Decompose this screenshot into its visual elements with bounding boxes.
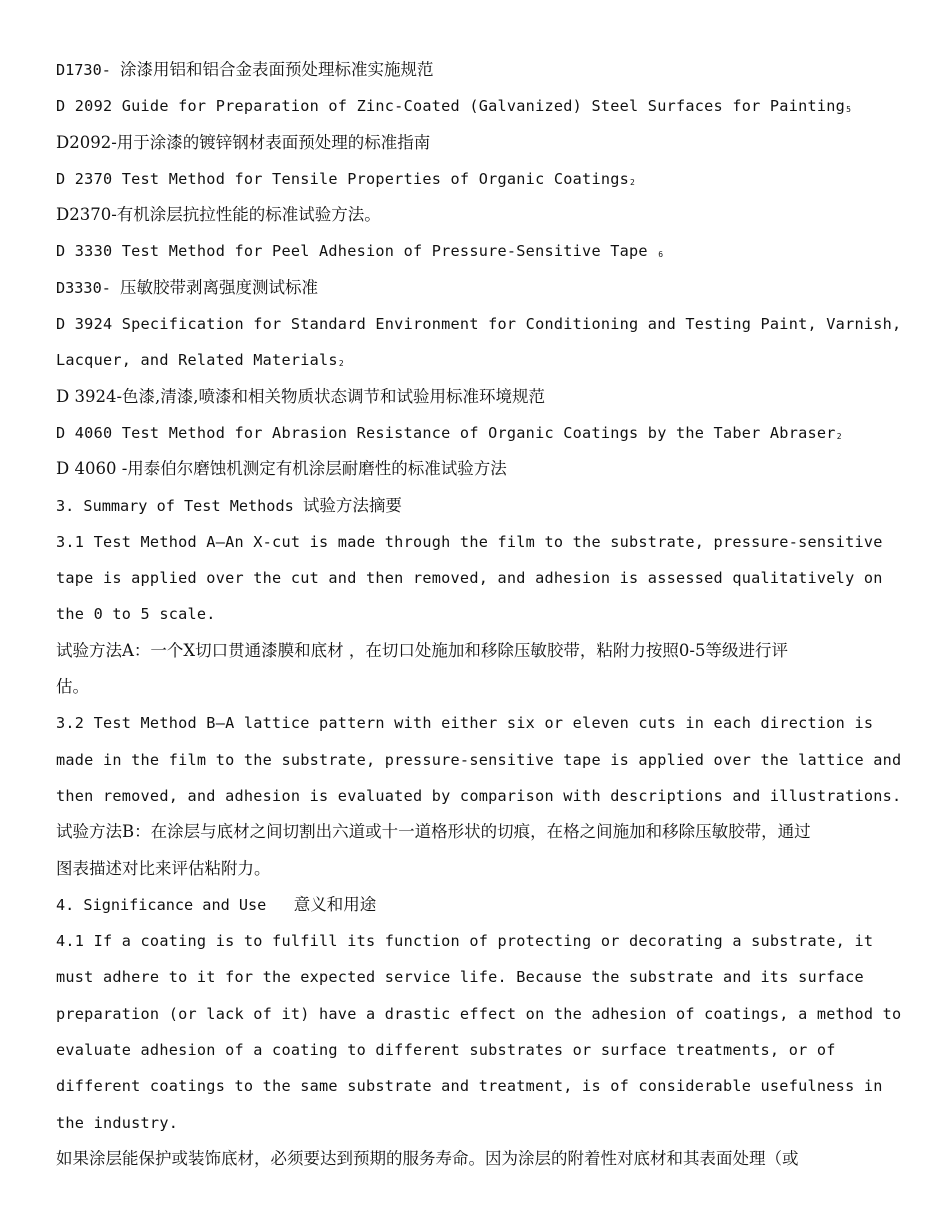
text-line-mixed xyxy=(56,488,916,524)
line-text: 如果涂层能保护或装饰底材，必须要达到预期的服务寿命。因为涂层的附着性对底材和其表面处理（或 xyxy=(56,1148,799,1168)
line-text: 3.1 Test Method A—An X-cut is made through the film to the substrate, pressure-sensitive xyxy=(56,532,883,551)
text-line-mixed xyxy=(56,270,916,306)
footnote-marker: 2 xyxy=(338,359,344,369)
line-text: different coatings to the same substrate and treatment, is of considerable usefulness in xyxy=(56,1077,883,1096)
line-text: 3.2 Test Method B—A lattice pattern with either six or eleven cuts in each direction is xyxy=(56,714,874,733)
text-line-chinese xyxy=(56,669,916,705)
text-line-chinese xyxy=(56,451,916,487)
text-line-chinese xyxy=(56,197,916,233)
line-text-latin: D1730- xyxy=(56,61,121,79)
line-text: D 3924-色漆,清漆,喷漆和相关物质状态调节和试验用标准环境规范 xyxy=(56,386,546,406)
text-line-english xyxy=(56,923,916,959)
text-line-chinese xyxy=(56,1141,916,1177)
line-text-chinese: 意义和用途 xyxy=(293,894,377,914)
text-line-english xyxy=(56,1105,916,1141)
text-line-english xyxy=(56,996,916,1032)
line-text: 4.1 If a coating is to fulfill its function of protecting or decorating a substrate, it xyxy=(56,932,874,951)
line-text: then removed, and adhesion is evaluated by comparison with descriptions and illustrations. xyxy=(56,786,902,805)
text-line-english xyxy=(56,742,916,778)
footnote-marker: 6 xyxy=(658,250,664,260)
footnote-marker: 2 xyxy=(630,177,636,187)
line-text-latin: 4. Significance and Use xyxy=(56,895,294,914)
line-text: preparation (or lack of it) have a drastic effect on the adhesion of coatings, a method to xyxy=(56,1004,902,1023)
line-text: 试验方法B：在涂层与底材之间切割出六道或十一道格形状的切痕，在格之间施加和移除压敏胶带，通过 xyxy=(56,822,811,842)
text-line-english xyxy=(56,1068,916,1104)
text-line-chinese xyxy=(56,633,916,669)
line-text: the 0 to 5 scale. xyxy=(56,605,216,624)
line-text: must adhere to it for the expected service life. Because the substrate and its surface xyxy=(56,968,864,987)
line-text: D 2092 Guide for Preparation of Zinc-Coated (Galvanized) Steel Surfaces for Painting xyxy=(56,97,846,116)
text-line-chinese xyxy=(56,851,916,887)
line-text: D2370-有机涂层抗拉性能的标准试验方法。 xyxy=(56,205,381,225)
line-text-latin: 3. Summary of Test Methods xyxy=(56,496,303,515)
line-text-latin: D3330- xyxy=(56,278,121,297)
line-text: D2092-用于涂漆的镀锌钢材表面预处理的标准指南 xyxy=(56,132,431,152)
text-line-english xyxy=(56,306,916,342)
text-line-english xyxy=(56,596,916,632)
footnote-marker: 2 xyxy=(836,431,842,441)
line-text: 图表描述对比来评估粘附力。 xyxy=(56,858,271,878)
document-page xyxy=(56,52,916,1177)
text-line-chinese xyxy=(56,814,916,850)
text-line-english xyxy=(56,233,916,269)
text-line-mixed xyxy=(56,887,916,923)
text-line-english xyxy=(56,342,916,378)
line-text-chinese: 涂漆用铝和铝合金表面预处理标准实施规范 xyxy=(120,60,434,79)
text-line-english xyxy=(56,705,916,741)
footnote-marker: 5 xyxy=(846,105,852,115)
line-text: tape is applied over the cut and then removed, and adhesion is assessed qualitatively on xyxy=(56,569,883,588)
text-line-english xyxy=(56,778,916,814)
line-text: Lacquer, and Related Materials xyxy=(56,351,338,370)
line-text: 估。 xyxy=(56,677,89,697)
text-line-english xyxy=(56,560,916,596)
line-text: evaluate adhesion of a coating to different substrates or surface treatments, or of xyxy=(56,1041,836,1060)
line-text-chinese: 试验方法摘要 xyxy=(302,495,402,515)
text-line-english xyxy=(56,524,916,560)
line-text: D 3330 Test Method for Peel Adhesion of Pressure-Sensitive Tape xyxy=(56,242,658,261)
text-line-chinese xyxy=(56,125,916,161)
text-line-mixed xyxy=(56,52,916,88)
line-text: D 4060 Test Method for Abrasion Resistance of Organic Coatings by the Taber Abraser xyxy=(56,423,836,442)
text-line-english xyxy=(56,959,916,995)
text-line-english xyxy=(56,161,916,197)
text-line-english xyxy=(56,88,916,124)
text-line-english xyxy=(56,415,916,451)
line-text: D 3924 Specification for Standard Environment for Conditioning and Testing Paint, Varnish, xyxy=(56,315,902,334)
line-text: D 4060 -用泰伯尔磨蚀机测定有机涂层耐磨性的标准试验方法 xyxy=(56,459,507,479)
line-text: D 2370 Test Method for Tensile Properties of Organic Coatings xyxy=(56,169,630,188)
line-text-chinese: 压敏胶带剥离强度测试标准 xyxy=(120,277,319,297)
line-text: made in the film to the substrate, pressure-sensitive tape is applied over the lattice and xyxy=(56,750,902,769)
text-line-english xyxy=(56,1032,916,1068)
text-line-chinese xyxy=(56,379,916,415)
line-text: the industry. xyxy=(56,1113,179,1132)
line-text: 试验方法A：一个X切口贯通漆膜和底材 ，在切口处施加和移除压敏胶带，粘附力按照0-5等级进行评 xyxy=(56,640,788,660)
